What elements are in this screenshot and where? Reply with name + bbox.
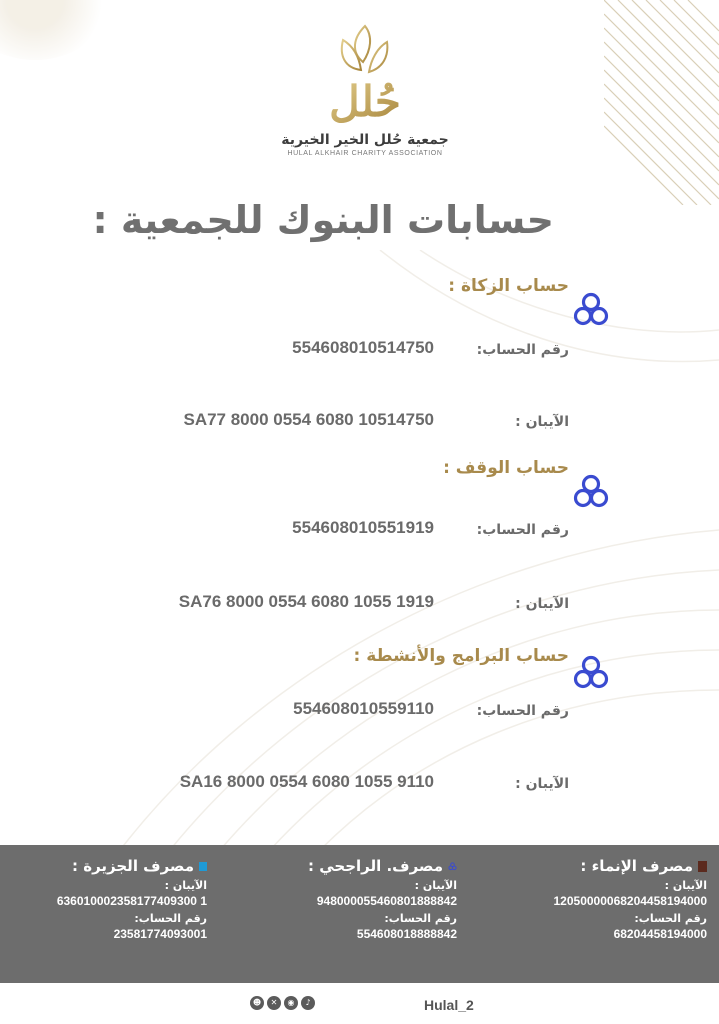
alrajhi-bank-column <box>227 857 457 941</box>
account-section-zakat <box>129 276 569 430</box>
account-section-programs <box>129 646 569 792</box>
alrajhi-bank-icon <box>571 473 611 511</box>
iban-label: الآيبان : <box>414 879 457 892</box>
iban-label: الآيبان : <box>515 596 569 612</box>
association-logo <box>270 18 460 178</box>
account-number-label: رقم الحساب: <box>476 342 569 358</box>
logo-glyph: حُلل <box>329 77 401 126</box>
page-title: حسابات البنوك للجمعية : <box>92 198 554 242</box>
account-number-label: رقم الحساب: <box>476 522 569 538</box>
iban-value: 12050000068204458194000 <box>553 894 707 908</box>
account-number-label: رقم الحساب: <box>634 912 707 925</box>
iban-label: الآيبان : <box>515 414 569 430</box>
social-handle: Hulal_2 <box>424 997 474 1013</box>
section-title: حساب البرامج والأنشطة : <box>353 646 569 666</box>
iban-label: الآيبان : <box>515 776 569 792</box>
iban-value: 636010002358177409300 1 <box>56 894 207 908</box>
account-number-value: 554608010559110 <box>293 699 434 718</box>
bank-name: مصرف الإنماء : <box>580 857 693 875</box>
instagram-icon[interactable]: ◉ <box>284 996 298 1010</box>
account-number-value: 68204458194000 <box>613 927 707 941</box>
account-number-value: 23581774093001 <box>113 927 207 941</box>
iban-value: SA76 8000 0554 6080 1055 1919 <box>178 592 434 611</box>
aljazira-bank-column <box>7 857 207 941</box>
bank-accounts-band <box>0 845 719 983</box>
iban-value: SA77 8000 0554 6080 10514750 <box>183 410 434 429</box>
section-title: حساب الزكاة : <box>448 276 569 296</box>
x-icon[interactable]: ✕ <box>267 996 281 1010</box>
iban-value: 948000055460801888842 <box>316 894 457 908</box>
account-number-label: رقم الحساب: <box>384 912 457 925</box>
account-number-value: 554608010551919 <box>292 518 434 537</box>
logo-mark <box>305 18 425 130</box>
association-name-arabic: جمعية حُلل الخير الخيرية <box>281 132 449 148</box>
bank-name: مصرف الجزيرة : <box>72 857 194 875</box>
account-number-value: 554608018888842 <box>356 927 457 941</box>
tiktok-icon[interactable]: ♪ <box>301 996 315 1010</box>
alrajhi-bank-icon <box>571 291 611 329</box>
association-name-english: HULAL ALKHAIR CHARITY ASSOCIATION <box>287 150 443 157</box>
alinma-bank-icon <box>698 861 707 872</box>
iban-label: الآيبان : <box>164 879 207 892</box>
account-number-value: 554608010514750 <box>292 338 434 357</box>
snapchat-icon[interactable]: ☻ <box>250 996 264 1010</box>
corner-decoration-top-right <box>604 0 719 205</box>
section-title: حساب الوقف : <box>443 458 569 478</box>
account-number-label: رقم الحساب: <box>134 912 207 925</box>
alrajhi-bank-icon <box>571 654 611 692</box>
social-icons <box>250 996 315 1010</box>
iban-value: SA16 8000 0554 6080 1055 9110 <box>179 772 434 791</box>
bank-name: مصرف. الراجحي : <box>307 857 443 875</box>
account-number-label: رقم الحساب: <box>476 703 569 719</box>
alinma-bank-column <box>477 857 707 941</box>
account-section-waqf <box>129 458 569 612</box>
alrajhi-bank-icon <box>448 861 457 872</box>
aljazira-bank-icon <box>199 862 207 871</box>
iban-label: الآيبان : <box>664 879 707 892</box>
corner-decoration-top-left <box>0 0 110 60</box>
